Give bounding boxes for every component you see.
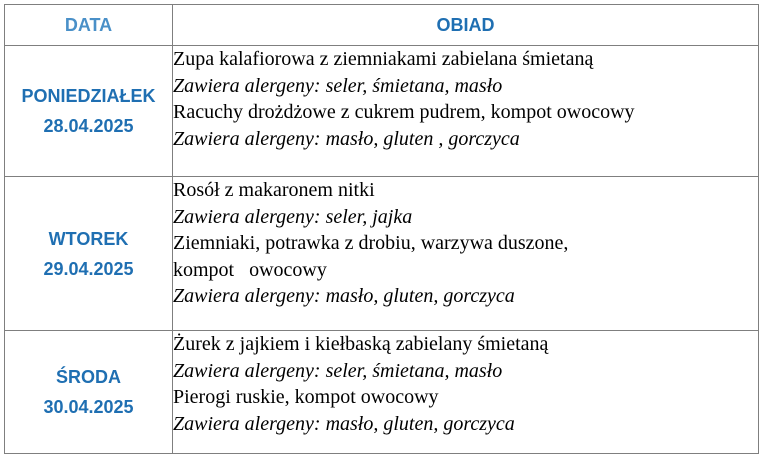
- menu-line: Ziemniaki, potrawka z drobiu, warzywa duszone,: [173, 232, 569, 254]
- day-date: 29.04.2025: [43, 258, 134, 279]
- header-row: [5, 5, 759, 46]
- meal-column-header: OBIAD: [173, 5, 759, 46]
- menu-line: Zawiera alergeny: masło, gluten, gorczyca: [173, 285, 515, 307]
- date-cell-monday: [5, 46, 173, 177]
- table-row-wednesday: [5, 331, 759, 454]
- day-date: 30.04.2025: [43, 397, 134, 417]
- table-row-monday: [5, 46, 759, 177]
- day-name: PONIEDZIAŁEK: [21, 86, 156, 106]
- day-name: ŚRODA: [55, 367, 121, 387]
- meal-cell-wednesday: [173, 331, 759, 454]
- menu-line: Zawiera alergeny: masło, gluten , gorczyca: [173, 127, 520, 150]
- menu-line: kompot owocowy: [173, 258, 327, 281]
- meal-cell-tuesday: [173, 177, 759, 331]
- day-name: WTOREK: [48, 228, 129, 249]
- menu-line: Racuchy drożdżowe z cukrem pudrem, kompot owocowy: [173, 101, 635, 123]
- menu-line: Żurek z jajkiem i kiełbaską zabielany śmietaną: [173, 333, 549, 355]
- menu-line: Rosół z makaronem nitki: [173, 179, 375, 201]
- meal-cell-monday: [173, 46, 759, 177]
- menu-line: Zawiera alergeny: masło, gluten, gorczyca: [173, 412, 515, 435]
- date-cell-tuesday: [5, 177, 173, 331]
- day-date: 28.04.2025: [43, 116, 134, 136]
- date-cell-wednesday: [5, 331, 173, 454]
- menu-line: Zawiera alergeny: seler, śmietana, masło: [173, 359, 503, 382]
- menu-line: Zawiera alergeny: seler, śmietana, masło: [173, 74, 503, 97]
- menu-line: Zawiera alergeny: seler, jajka: [173, 205, 413, 228]
- menu-line: Pierogi ruskie, kompot owocowy: [173, 386, 439, 408]
- menu-table: [4, 4, 759, 454]
- date-column-header: DATA: [5, 5, 173, 46]
- menu-line: Zupa kalafiorowa z ziemniakami zabielana śmietaną: [173, 48, 594, 70]
- table-row-tuesday: [5, 177, 759, 331]
